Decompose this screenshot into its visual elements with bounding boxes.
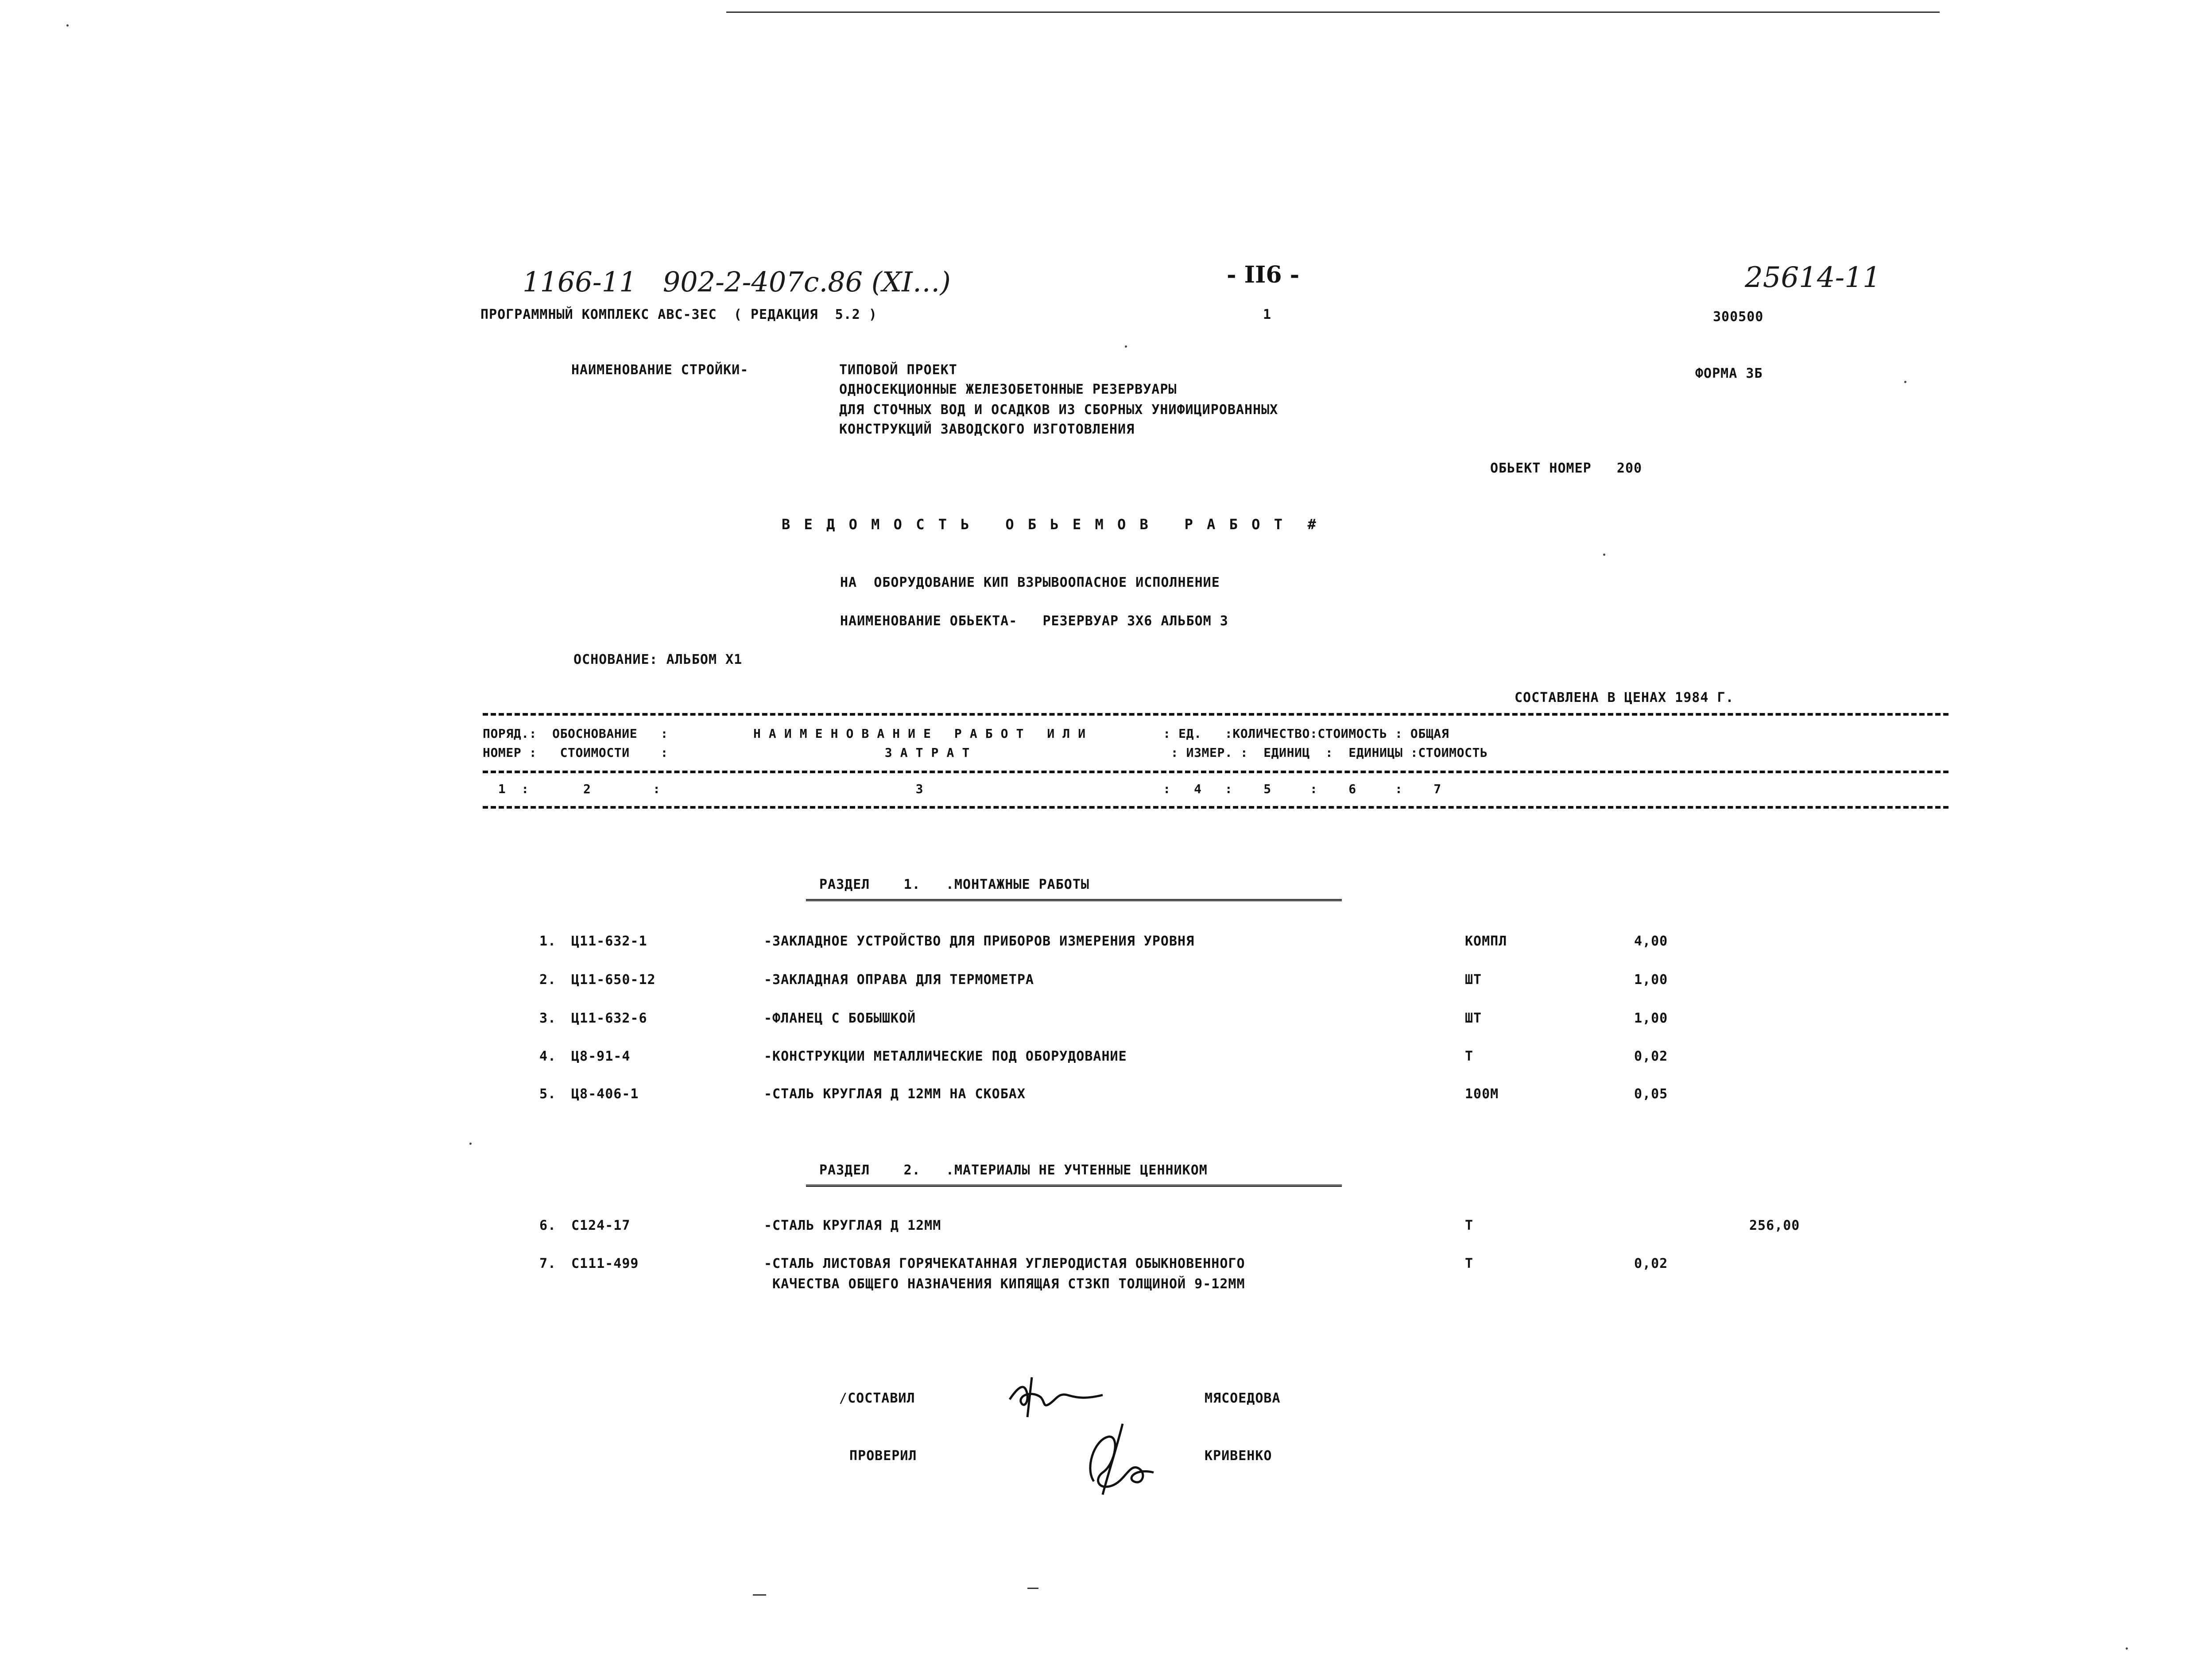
table-rule-mid [483,771,1949,773]
row-number: 5. [539,1086,557,1102]
construction-label: НАИМЕНОВАНИЕ СТРОЙКИ- [571,362,749,378]
handwritten-archive-number: 1166-11 902-2-407c.86 (XI…) [523,266,951,298]
table-header-row-2: НОМЕР : СТОИМОСТИ : З А Т Р А Т : ИЗМЕР. : ЕДИНИЦ : ЕДИНИЦЫ :СТОИМОСТЬ [483,745,1488,760]
row-name: -СТАЛЬ ЛИСТОВАЯ ГОРЯЧЕКАТАННАЯ УГЛЕРОДИСТАЯ ОБЫКНОВЕННОГО [764,1256,1245,1271]
scan-speck [66,24,69,27]
checked-by-label: ПРОВЕРИЛ [849,1448,917,1464]
row-unit: Т [1465,1256,1474,1271]
row-name: -ФЛАНЕЦ С БОБЫШКОЙ [764,1011,916,1026]
row-unit: Т [1465,1218,1474,1233]
row-name: -ЗАКЛАДНАЯ ОПРАВА ДЛЯ ТЕРМОМЕТРА [764,972,1034,988]
compiled-by-name: МЯСОЕДОВА [1205,1391,1281,1406]
basis: ОСНОВАНИЕ: АЛЬБОМ Х1 [573,652,743,667]
row-unit: КОМПЛ [1465,934,1507,949]
row-quantity: 1,00 [1634,972,1668,988]
price-base: СОСТАВЛЕНА В ЦЕНАХ 1984 Г. [1515,690,1734,705]
compiled-by-label: /СОСТАВИЛ [839,1391,915,1406]
construction-line-3: ДЛЯ СТОЧНЫХ ВОД И ОСАДКОВ ИЗ СБОРНЫХ УНИФИЦИРОВАННЫХ [839,402,1278,418]
form-label: ФОРМА 3Б [1695,366,1763,381]
row-quantity: 4,00 [1634,934,1668,949]
checked-by-name: КРИВЕНКО [1205,1448,1272,1464]
row-unit: Т [1465,1049,1474,1064]
row-quantity: 0,05 [1634,1086,1668,1102]
row-number: 2. [539,972,557,988]
scan-speck [469,1143,472,1145]
row-code: Ц11-632-1 [571,934,647,949]
section-1-title: РАЗДЕЛ 1. .МОНТАЖНЫЕ РАБОТЫ [819,877,1089,892]
row-number: 1. [539,934,557,949]
section-1-underline [806,899,1342,901]
scan-speck [2126,1647,2128,1650]
row-number: 3. [539,1011,557,1026]
row-unit: 100М [1465,1086,1499,1102]
subtitle-equipment: НА ОБОРУДОВАНИЕ КИП ВЗРЫВООПАСНОЕ ИСПОЛНЕНИЕ [840,575,1220,590]
scan-speck [1125,345,1127,348]
scan-dash [1027,1588,1038,1589]
scan-dash [753,1594,766,1596]
program-info: ПРОГРАММНЫЙ КОМПЛЕКС АВС-3ЕС ( РЕДАКЦИЯ 5.2 ) [480,307,877,322]
construction-line-4: КОНСТРУКЦИЙ ЗАВОДСКОГО ИЗГОТОВЛЕНИЯ [839,422,1135,437]
compiled-by-text: СОСТАВИЛ [848,1391,915,1406]
row-quantity: 0,02 [1634,1049,1668,1064]
row-name: -СТАЛЬ КРУГЛАЯ Д 12ММ [764,1218,941,1233]
row-code: С111-499 [571,1256,639,1271]
row-code: Ц8-406-1 [571,1086,639,1102]
row-name: -СТАЛЬ КРУГЛАЯ Д 12ММ НА СКОБАХ [764,1086,1026,1102]
checked-signature [1076,1415,1165,1503]
row-unit: ШТ [1465,1011,1482,1026]
construction-line-1: ТИПОВОЙ ПРОЕКТ [839,362,957,378]
doc-code: 300500 [1713,309,1764,325]
row-number: 6. [539,1218,557,1233]
row-unit-price: 256,00 [1749,1218,1800,1233]
subtitle-object: НАИМЕНОВАНИЕ ОБЬЕКТА- РЕЗЕРВУАР 3Х6 АЛЬБОМ 3 [840,613,1228,629]
row-code: Ц8-91-4 [571,1049,631,1064]
handwritten-sheet-number: 25614-11 [1745,261,1881,294]
sheet-no: 1 [1263,307,1272,322]
row-quantity: 1,00 [1634,1011,1668,1026]
row-number: 4. [539,1049,557,1064]
scan-speck [1904,381,1906,383]
compiled-signature [1001,1368,1107,1422]
row-name: -ЗАКЛАДНОЕ УСТРОЙСТВО ДЛЯ ПРИБОРОВ ИЗМЕРЕНИЯ УРОВНЯ [764,934,1195,949]
table-column-numbers: 1 : 2 : 3 : 4 : 5 : 6 : 7 [483,782,1441,796]
section-2-underline [806,1185,1342,1187]
row-number: 7. [539,1256,557,1271]
row-name-continued: КАЧЕСТВА ОБЩЕГО НАЗНАЧЕНИЯ КИПЯЩАЯ СТ3КП ТОЛЩИНОЙ 9-12ММ [764,1276,1245,1292]
row-quantity: 0,02 [1634,1256,1668,1271]
section-2-title: РАЗДЕЛ 2. .МАТЕРИАЛЫ НЕ УЧТЕННЫЕ ЦЕННИКОМ [819,1162,1208,1178]
table-header-row-1: ПОРЯД.: ОБОСНОВАНИЕ : Н А И М Е Н О В А Н И Е Р А Б О Т И Л И : ЕД. :КОЛИЧЕСТВО:СТОИМОСТЬ : ОБЩАЯ [483,726,1449,741]
construction-line-2: ОДНОСЕКЦИОННЫЕ ЖЕЛЕЗОБЕТОННЫЕ РЕЗЕРВУАРЫ [839,382,1177,397]
document-title: В Е Д О М О С Т Ь О Б Ь Е М О В Р А Б О Т # [782,516,1319,533]
row-code: Ц11-632-6 [571,1011,647,1026]
scan-speck [1603,554,1605,556]
row-unit: ШТ [1465,972,1482,988]
object-number: ОБЬЕКТ НОМЕР 200 [1490,461,1643,476]
row-code: Ц11-650-12 [571,972,656,988]
table-rule-top [483,713,1949,716]
scan-top-line [726,12,1940,13]
page-number: - II6 - [1227,261,1300,288]
table-rule-bottom [483,806,1949,809]
row-code: С124-17 [571,1218,631,1233]
row-name: -КОНСТРУКЦИИ МЕТАЛЛИЧЕСКИЕ ПОД ОБОРУДОВАНИЕ [764,1049,1127,1064]
